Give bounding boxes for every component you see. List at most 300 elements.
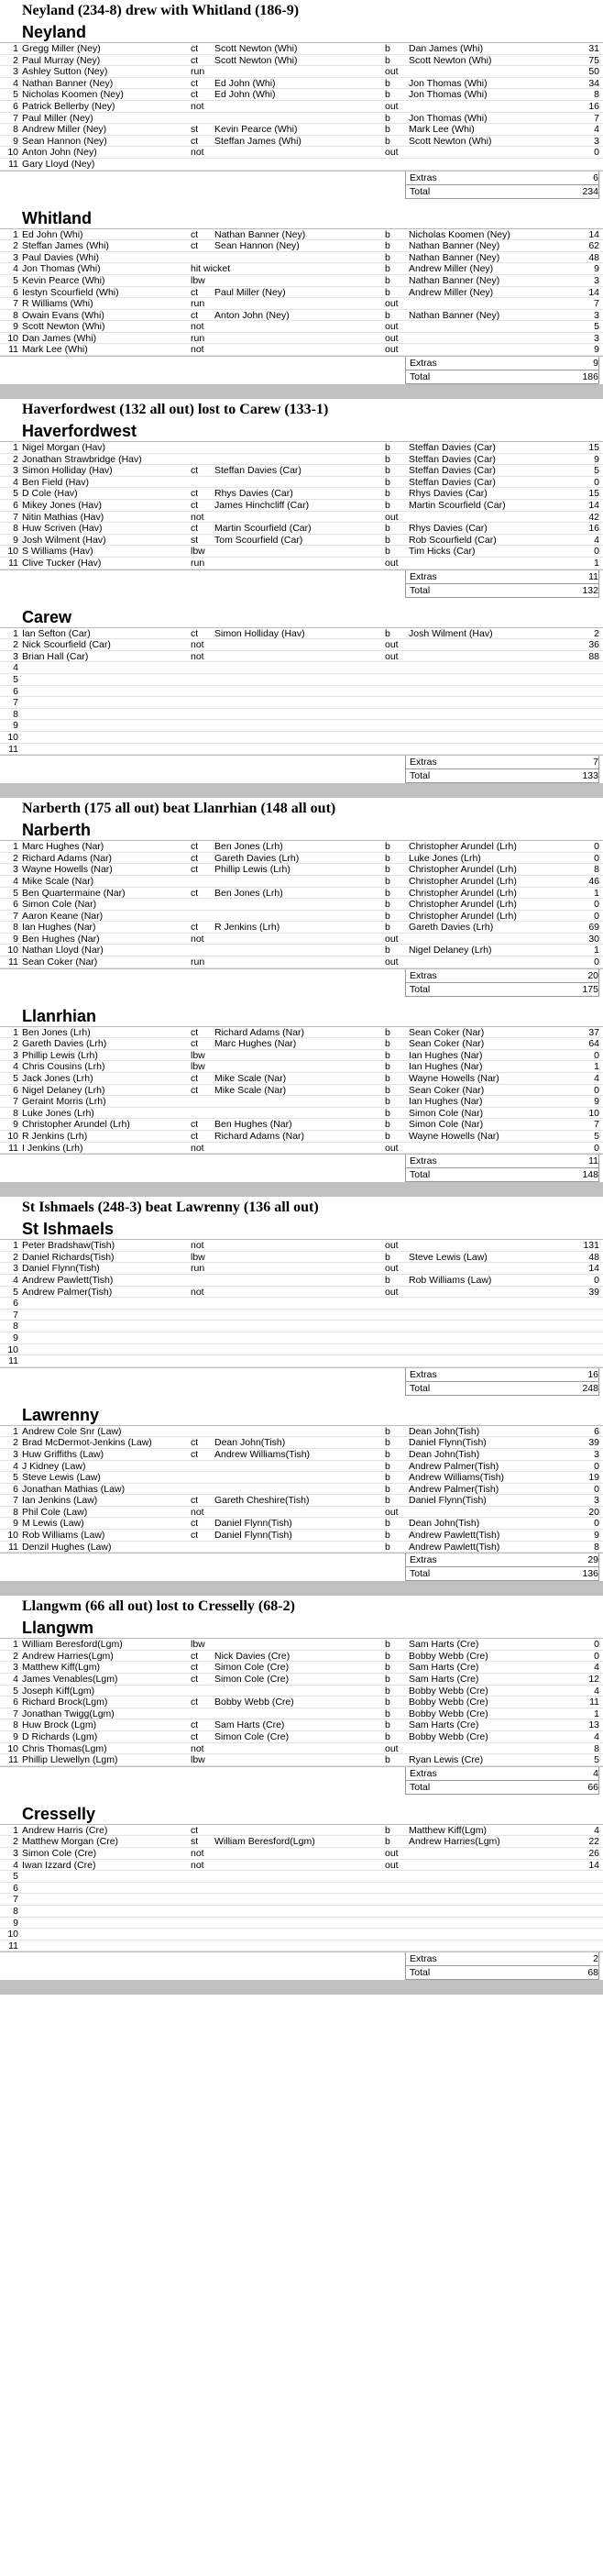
batsman-name: Andrew Cole Snr (Law) [22, 1425, 122, 1437]
section-divider [0, 1581, 603, 1596]
runs-scored: 46 [588, 875, 599, 887]
bowler-name: Andrew Pawlett(Tish) [409, 1530, 500, 1542]
batting-table [0, 1026, 603, 1155]
totals-box [405, 1767, 599, 1795]
runs-scored: 0 [594, 476, 599, 488]
batsman-name: Ian Sefton (Car) [22, 627, 91, 639]
runs-scored: 5 [594, 321, 599, 333]
total-row [406, 1167, 598, 1181]
totals-box [405, 570, 599, 598]
dismissal-type: ct [191, 228, 199, 240]
dismissal-type: ct [191, 1448, 199, 1460]
batsman-name: Jonathan Strawbridge (Hav) [22, 453, 142, 465]
bowler-name: Ryan Lewis (Cre) [409, 1754, 484, 1766]
runs-scored: 0 [594, 1084, 599, 1096]
table-row [0, 1321, 603, 1332]
batting-position: 1 [13, 841, 18, 853]
runs-scored: 4 [594, 1731, 599, 1742]
table-row [0, 252, 603, 264]
fielder-name: Phillip Lewis (Lrh) [214, 864, 291, 876]
total-value: 133 [582, 770, 598, 782]
batsman-name: Paul Davies (Whi) [22, 251, 100, 263]
bowled-or-out: b [385, 1662, 390, 1674]
runs-scored: 16 [588, 523, 599, 535]
bowler-name: Mark Lee (Whi) [409, 124, 475, 136]
fielder-name: Ed John (Whi) [214, 77, 276, 89]
table-row [0, 1240, 603, 1252]
table-row [0, 1754, 603, 1766]
batsman-name: Chris Thomas(Lgm) [22, 1742, 107, 1754]
extras-label: Extras [410, 171, 437, 183]
table-row [0, 1287, 603, 1299]
bowler-name: Sam Harts (Cre) [409, 1662, 479, 1674]
batsman-name: Nitin Mathias (Hav) [22, 511, 104, 523]
bowled-or-out: b [385, 1650, 390, 1662]
batsman-name: Luke Jones (Lrh) [22, 1107, 94, 1119]
batsman-name: Simon Cole (Cre) [22, 1847, 97, 1859]
batsman-name: Matthew Morgan (Cre) [22, 1836, 119, 1848]
bowled-or-out: b [385, 1107, 390, 1119]
total-row [406, 1381, 598, 1395]
runs-scored: 10 [588, 1107, 599, 1119]
runs-scored: 6 [594, 1425, 599, 1437]
batting-position: 11 [8, 158, 18, 170]
batting-position: 9 [13, 1518, 18, 1530]
dismissal-type: ct [191, 1824, 199, 1836]
runs-scored: 8 [594, 89, 599, 101]
batting-position: 11 [8, 1541, 18, 1553]
bowled-or-out: b [385, 1038, 390, 1050]
section-divider [0, 1182, 603, 1197]
batting-position: 10 [7, 1929, 18, 1940]
bowler-name: Scott Newton (Whi) [409, 135, 492, 147]
bowled-or-out: b [385, 240, 390, 252]
bowled-or-out: b [385, 251, 390, 263]
bowled-or-out: b [385, 54, 390, 66]
fielder-name: Ben Jones (Lrh) [214, 887, 283, 899]
runs-scored: 34 [588, 77, 599, 89]
bowled-or-out: b [385, 442, 390, 454]
total-label: Total [410, 185, 431, 197]
innings-gap [0, 1396, 603, 1405]
table-row [0, 78, 603, 90]
extras-label: Extras [410, 570, 437, 582]
dismissal-type: not [191, 639, 204, 651]
bowled-or-out: b [385, 1061, 390, 1073]
table-row [0, 1686, 603, 1697]
batsman-name: Jack Jones (Lrh) [22, 1073, 93, 1085]
totals-box [405, 1368, 599, 1396]
batting-position: 2 [13, 639, 18, 651]
runs-scored: 4 [594, 534, 599, 546]
extras-value: 4 [593, 1767, 598, 1779]
bowled-or-out: b [385, 1448, 390, 1460]
batting-position: 8 [13, 1719, 18, 1731]
batting-position: 3 [13, 251, 18, 263]
runs-scored: 64 [588, 1038, 599, 1050]
batting-position: 2 [13, 1836, 18, 1848]
runs-scored: 3 [594, 1448, 599, 1460]
table-row [0, 674, 603, 686]
fielder-name: Kevin Pearce (Whi) [214, 124, 298, 136]
table-row [0, 686, 603, 698]
batsman-name: Geraint Morris (Lrh) [22, 1096, 106, 1108]
bowled-or-out: b [385, 124, 390, 136]
batting-position: 7 [13, 910, 18, 922]
runs-scored: 36 [588, 639, 599, 651]
table-row [0, 1461, 603, 1473]
runs-scored: 75 [588, 54, 599, 66]
batsman-name: Anton John (Ney) [22, 147, 97, 159]
match-block [0, 0, 603, 399]
table-row [0, 864, 603, 876]
table-row [0, 662, 603, 674]
bowled-or-out: b [385, 887, 390, 899]
batting-position: 2 [13, 1437, 18, 1449]
bowled-or-out: out [385, 1742, 399, 1754]
total-value: 186 [582, 371, 598, 383]
table-row [0, 1038, 603, 1050]
batting-position: 4 [13, 1274, 18, 1286]
table-row [0, 310, 603, 322]
bowler-name: Dean John(Tish) [409, 1518, 480, 1530]
batting-position: 3 [13, 1263, 18, 1275]
table-row [0, 113, 603, 125]
extras-value: 20 [587, 969, 598, 981]
table-row [0, 744, 603, 756]
extras-row [406, 1767, 598, 1780]
dismissal-type: run [191, 332, 205, 344]
team-name: Llangwm [22, 1619, 94, 1638]
team-name: Whitland [22, 208, 92, 227]
fielder-name: Sean Hannon (Ney) [214, 240, 300, 252]
total-label: Total [410, 770, 431, 782]
table-row [0, 1697, 603, 1708]
bowler-name: Scott Newton (Whi) [409, 54, 492, 66]
bowled-or-out: out [385, 1506, 399, 1518]
batsman-name: Matthew Kiff(Lgm) [22, 1662, 100, 1674]
batsman-name: Huw Griffiths (Law) [22, 1448, 104, 1460]
table-row [0, 263, 603, 275]
table-row [0, 709, 603, 721]
table-row [0, 841, 603, 853]
bowled-or-out: b [385, 1425, 390, 1437]
table-row [0, 1061, 603, 1073]
batsman-name: Dan James (Whi) [22, 332, 97, 344]
dismissal-type: ct [191, 1662, 199, 1674]
dismissal-type: ct [191, 240, 199, 252]
runs-scored: 4 [594, 1685, 599, 1697]
fielder-name: Richard Adams (Nar) [214, 1026, 305, 1038]
bowler-name: Jon Thomas (Whi) [409, 112, 488, 124]
batsman-name: Phillip Lewis (Lrh) [22, 1049, 98, 1061]
table-row [0, 911, 603, 923]
table-row [0, 1252, 603, 1264]
runs-scored: 37 [588, 1026, 599, 1038]
batting-table [0, 1239, 603, 1368]
table-row [0, 546, 603, 558]
batsman-name: Nathan Lloyd (Nar) [22, 945, 104, 956]
batting-position: 5 [13, 89, 18, 101]
table-row [0, 477, 603, 489]
batsman-name: Denzil Hughes (Law) [22, 1541, 112, 1553]
bowled-or-out: b [385, 1460, 390, 1472]
total-label: Total [410, 371, 431, 383]
runs-scored: 8 [594, 1541, 599, 1553]
dismissal-type: ct [191, 627, 199, 639]
bowler-name: Matthew Kiff(Lgm) [409, 1824, 487, 1836]
bowler-name: Josh Wilment (Hav) [409, 627, 493, 639]
batting-position: 11 [8, 1142, 18, 1154]
bowler-name: Rhys Davies (Car) [409, 488, 488, 500]
batting-position: 9 [13, 321, 18, 333]
dismissal-type: lbw [191, 546, 205, 558]
totals-box [405, 357, 599, 384]
runs-scored: 3 [594, 135, 599, 147]
batting-position: 2 [13, 240, 18, 252]
table-row [0, 639, 603, 651]
total-row [406, 184, 598, 198]
runs-scored: 14 [588, 500, 599, 512]
batsman-name: Ian Hughes (Nar) [22, 922, 96, 934]
bowled-or-out: out [385, 332, 399, 344]
bowled-or-out: b [385, 1472, 390, 1484]
batsman-name: S Williams (Hav) [22, 546, 93, 558]
table-row [0, 1662, 603, 1674]
bowled-or-out: b [385, 228, 390, 240]
extras-row [406, 1952, 598, 1965]
fielder-name: Sam Harts (Cre) [214, 1719, 285, 1731]
team-name: Cresselly [22, 1804, 96, 1823]
bowled-or-out: out [385, 147, 399, 159]
total-label: Total [410, 1568, 431, 1580]
bowler-name: Rob Williams (Law) [409, 1274, 492, 1286]
runs-scored: 1 [594, 558, 599, 569]
runs-scored: 26 [588, 1847, 599, 1859]
batsman-name: Peter Bradshaw(Tish) [22, 1240, 115, 1252]
batsman-name: Richard Adams (Nar) [22, 852, 113, 864]
dismissal-type: run [191, 298, 205, 310]
batting-table [0, 441, 603, 570]
dismissal-type: ct [191, 309, 199, 321]
bowler-name: Andrew Palmer(Tish) [409, 1460, 499, 1472]
bowled-or-out: b [385, 263, 390, 275]
runs-scored: 19 [588, 1472, 599, 1484]
extras-value: 29 [587, 1554, 598, 1566]
batting-position: 8 [13, 1107, 18, 1119]
batting-position: 4 [13, 476, 18, 488]
bowled-or-out: b [385, 77, 390, 89]
bowler-name: Wayne Howells (Nar) [409, 1131, 499, 1142]
bowled-or-out: b [385, 453, 390, 465]
runs-scored: 9 [594, 1096, 599, 1108]
table-row [0, 229, 603, 241]
batsman-name: D Richards (Lgm) [22, 1731, 98, 1742]
bowled-or-out: b [385, 89, 390, 101]
batting-position: 10 [7, 147, 18, 159]
bowled-or-out: b [385, 500, 390, 512]
dismissal-type: ct [191, 1038, 199, 1050]
batting-position: 3 [13, 66, 18, 78]
batting-position: 3 [13, 1448, 18, 1460]
batting-position: 10 [7, 1530, 18, 1542]
dismissal-type: not [191, 1240, 204, 1252]
batting-position: 6 [13, 1483, 18, 1495]
bowled-or-out: b [385, 135, 390, 147]
bowled-or-out: out [385, 100, 399, 112]
runs-scored: 20 [588, 1506, 599, 1518]
bowled-or-out: b [385, 852, 390, 864]
dismissal-type: ct [191, 43, 199, 54]
table-row [0, 720, 603, 732]
bowler-name: Daniel Flynn(Tish) [409, 1495, 487, 1507]
extras-label: Extras [410, 358, 437, 370]
total-value: 132 [582, 584, 598, 596]
fielder-name: Simon Holliday (Hav) [214, 627, 305, 639]
table-row [0, 1073, 603, 1085]
runs-scored: 62 [588, 240, 599, 252]
bowler-name: Bobby Webb (Cre) [409, 1708, 488, 1719]
total-value: 248 [582, 1382, 598, 1394]
batsman-name: Paul Murray (Ney) [22, 54, 101, 66]
team-name: Narberth [22, 821, 92, 840]
extras-row [406, 1553, 598, 1566]
table-row [0, 922, 603, 934]
batting-table [0, 840, 603, 969]
bowler-name: Sam Harts (Cre) [409, 1674, 479, 1686]
table-row [0, 628, 603, 640]
total-value: 148 [582, 1169, 598, 1181]
batting-position: 8 [13, 922, 18, 934]
table-row [0, 1860, 603, 1872]
bowler-name: Steffan Davies (Car) [409, 453, 496, 465]
bowled-or-out: b [385, 1530, 390, 1542]
batting-position: 7 [13, 1708, 18, 1719]
batsman-name: Simon Holliday (Hav) [22, 465, 113, 477]
batting-position: 1 [13, 1425, 18, 1437]
bowler-name: Martin Scourfield (Car) [409, 500, 506, 512]
innings-gap [0, 1795, 603, 1804]
bowler-name: Nathan Banner (Ney) [409, 309, 500, 321]
batsman-name: Owain Evans (Whi) [22, 309, 104, 321]
bowler-name: Tim Hicks (Car) [409, 546, 476, 558]
batting-position: 8 [13, 1506, 18, 1518]
runs-scored: 5 [594, 1754, 599, 1766]
dismissal-type: ct [191, 500, 199, 512]
bowler-name: Nigel Delaney (Lrh) [409, 945, 492, 956]
bowler-name: Wayne Howells (Nar) [409, 1073, 499, 1085]
bowled-or-out: b [385, 1495, 390, 1507]
batting-position: 4 [13, 1859, 18, 1871]
table-row [0, 1639, 603, 1651]
dismissal-type: ct [191, 465, 199, 477]
dismissal-type: run [191, 1263, 205, 1275]
batsman-name: Ben Quartermaine (Nar) [22, 887, 126, 899]
runs-scored: 1 [594, 1061, 599, 1073]
runs-scored: 8 [594, 864, 599, 876]
fielder-name: Scott Newton (Whi) [214, 43, 298, 54]
runs-scored: 15 [588, 488, 599, 500]
batting-position: 11 [8, 1355, 18, 1367]
table-row [0, 124, 603, 136]
batting-table [0, 42, 603, 171]
batting-position: 7 [13, 1495, 18, 1507]
dismissal-type: not [191, 1859, 204, 1871]
bowler-name: Nathan Banner (Ney) [409, 240, 500, 252]
bowled-or-out: b [385, 1674, 390, 1686]
totals-box [405, 969, 599, 997]
bowled-or-out: b [385, 1836, 390, 1848]
batting-position: 10 [7, 731, 18, 743]
batting-position: 2 [13, 852, 18, 864]
batting-position: 6 [13, 100, 18, 112]
batting-position: 4 [13, 263, 18, 275]
fielder-name: Steffan Davies (Car) [214, 465, 302, 477]
runs-scored: 4 [594, 1662, 599, 1674]
table-row [0, 956, 603, 968]
table-row [0, 1906, 603, 1918]
batting-position: 10 [7, 1742, 18, 1754]
batting-position: 8 [13, 309, 18, 321]
bowled-or-out: out [385, 1859, 399, 1871]
batting-position: 2 [13, 1251, 18, 1263]
section-divider [0, 1980, 603, 1995]
batting-position: 7 [13, 697, 18, 709]
dismissal-type: ct [191, 887, 199, 899]
bowled-or-out: b [385, 1719, 390, 1731]
bowler-name: Dean John(Tish) [409, 1425, 480, 1437]
runs-scored: 14 [588, 228, 599, 240]
bowler-name: Steffan Davies (Car) [409, 476, 496, 488]
team-name: Neyland [22, 23, 87, 41]
batsman-name: Andrew Palmer(Tish) [22, 1286, 113, 1298]
runs-scored: 5 [594, 465, 599, 477]
runs-scored: 9 [594, 344, 599, 356]
batsman-name: Ben Hughes (Nar) [22, 933, 100, 945]
bowler-name: Gareth Davies (Lrh) [409, 922, 494, 934]
bowled-or-out: b [385, 922, 390, 934]
table-row [0, 1449, 603, 1461]
batting-position: 8 [13, 523, 18, 535]
batting-position: 4 [13, 1061, 18, 1073]
table-row [0, 1542, 603, 1553]
total-label: Total [410, 584, 431, 596]
dismissal-type: run [191, 66, 205, 78]
total-label: Total [410, 1781, 431, 1793]
table-row [0, 1871, 603, 1883]
bowled-or-out: b [385, 1026, 390, 1038]
bowled-or-out: b [385, 1541, 390, 1553]
bowled-or-out: b [385, 1119, 390, 1131]
batsman-name: Chris Cousins (Lrh) [22, 1061, 105, 1073]
fielder-name: Dean John(Tish) [214, 1437, 286, 1449]
team-name: Llanrhian [22, 1006, 97, 1025]
runs-scored: 1 [594, 945, 599, 956]
dismissal-type: ct [191, 77, 199, 89]
batting-position: 2 [13, 453, 18, 465]
batting-position: 7 [13, 112, 18, 124]
bowler-name: Christopher Arundel (Lrh) [409, 864, 517, 876]
table-row [0, 697, 603, 709]
batting-position: 5 [13, 887, 18, 899]
runs-scored: 9 [594, 263, 599, 275]
bowled-or-out: b [385, 864, 390, 876]
runs-scored: 13 [588, 1719, 599, 1731]
bowler-name: Andrew Palmer(Tish) [409, 1483, 499, 1495]
total-label: Total [410, 983, 431, 995]
bowled-or-out: out [385, 511, 399, 523]
extras-row [406, 969, 598, 982]
